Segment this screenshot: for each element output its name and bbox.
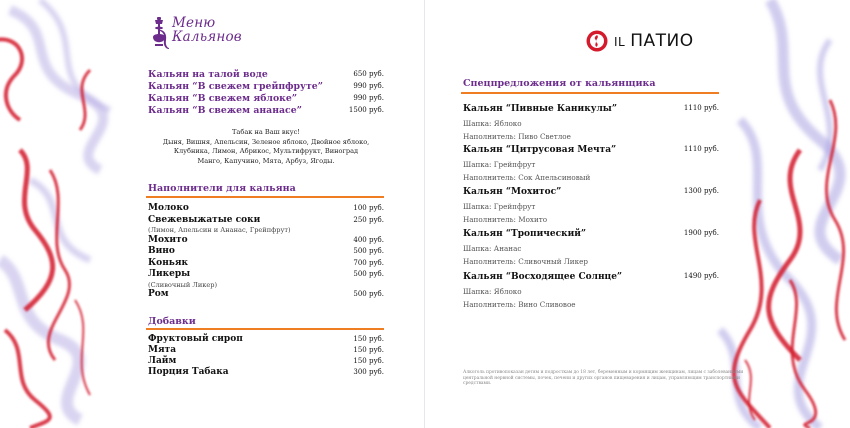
offer-name: Кальян “Цитрусовая Мечта” — [463, 145, 617, 155]
item-name: Порция Табака — [148, 367, 229, 377]
special-offer — [463, 229, 719, 267]
menu-item — [148, 269, 384, 281]
offer-price: 1110 руб. — [683, 145, 719, 153]
offer-bowl: Шапка: Яблоко — [463, 119, 522, 128]
menu-item — [148, 246, 384, 258]
menu-item — [148, 203, 384, 215]
item-price: 250 руб. — [353, 216, 384, 224]
item-price: 650 руб. — [353, 70, 384, 78]
item-price: 300 руб. — [353, 368, 384, 376]
tobacco-flavors-line: Клубника, Лимон, Абрикос, Мультифрукт, Виноград — [173, 147, 359, 155]
item-price: 500 руб. — [353, 270, 384, 278]
item-price: 150 руб. — [353, 357, 384, 365]
item-name: Вино — [148, 246, 175, 256]
offer-name: Кальян “Восходящее Солнце” — [463, 272, 623, 282]
item-name: Молоко — [148, 203, 189, 213]
tobacco-flavors-line: Дыня, Вишня, Апельсин, Зеленое яблоко, Двойное яблоко, — [162, 137, 370, 146]
item-price: 150 руб. — [353, 335, 384, 343]
offer-price: 1110 руб. — [683, 104, 719, 112]
item-name: Фруктовый сироп — [148, 334, 243, 344]
juice-note: (Лимон, Апельсин и Ананас, Грейпфрут) — [148, 226, 291, 234]
offer-price: 1490 руб. — [683, 272, 719, 280]
specials-heading: Спецпредложения от кальянщика — [463, 78, 656, 89]
offer-bowl: Шапка: Грейпфрут — [463, 202, 536, 211]
item-name: Лайм — [148, 356, 177, 366]
special-offer — [463, 272, 719, 310]
item-name: Кальян на талой воде — [148, 69, 268, 80]
hookah-menu-logo — [148, 16, 242, 50]
offer-filler: Наполнитель: Мохито — [463, 215, 548, 224]
offer-filler: Наполнитель: Сливочный Ликер — [463, 257, 588, 266]
offer-filler: Наполнитель: Сок Апельсиновый — [463, 173, 591, 182]
offer-filler: Наполнитель: Пиво Светлое — [463, 132, 571, 141]
item-name: Кальян “В свежем грейпфруте” — [148, 81, 324, 92]
tobacco-title: Табак на Ваш вкус! — [232, 128, 300, 136]
patio-logo-name: ПАТИО — [630, 31, 694, 51]
offer-bowl: Шапка: Грейпфрут — [463, 160, 536, 169]
tobacco-flavors — [148, 128, 384, 166]
menu-item — [148, 93, 384, 105]
menu-item — [148, 367, 384, 379]
item-price: 150 руб. — [353, 346, 384, 354]
menu-logo-line2: Кальянов — [172, 29, 242, 45]
menu-item — [148, 289, 384, 301]
offer-name: Кальян “Пивные Каникулы” — [463, 104, 618, 114]
offer-price: 1900 руб. — [683, 229, 719, 237]
offer-price: 1300 руб. — [683, 187, 719, 195]
item-name: Свежевыжатые соки — [148, 215, 261, 225]
item-name: Коньяк — [148, 258, 189, 268]
hookah-icon — [148, 16, 170, 50]
tobacco-flavors-line: Манго, Капучино, Мята, Арбуз, Ягоды. — [197, 156, 335, 165]
offer-filler: Наполнитель: Вино Сливовое — [463, 300, 576, 309]
menu-item — [148, 69, 384, 81]
menu-logo-text — [172, 16, 242, 44]
item-name: Кальян “В свежем яблоке” — [148, 93, 298, 104]
liqueur-note: (Сливочный Ликер) — [148, 281, 218, 289]
patio-logo-text — [614, 31, 694, 51]
menu-item — [148, 105, 384, 117]
menu-logo-line1: Меню — [172, 15, 216, 31]
item-name: Мохито — [148, 235, 188, 245]
item-name: Кальян “В свежем ананасе” — [148, 105, 302, 116]
fillers-heading: Наполнители для кальяна — [148, 183, 296, 194]
health-disclaimer: Алкоголь противопоказан детям и подросткам до 18 лет, беременным и кормящим женщинам, лицам с заболеваниями центральной нервной системы, почек, печени и других органов пищеварения и лицам, управляющим транспортными средствами. — [463, 370, 744, 387]
page-fold — [424, 0, 425, 428]
item-price: 700 руб. — [353, 259, 384, 267]
item-name: Ликеры — [148, 269, 191, 279]
patio-logo-prefix: IL — [614, 35, 626, 49]
item-price: 100 руб. — [353, 204, 384, 212]
item-price: 500 руб. — [353, 290, 384, 298]
section-divider — [146, 196, 384, 198]
section-divider — [146, 328, 384, 330]
section-divider — [461, 92, 719, 94]
item-name: Мята — [148, 345, 177, 355]
item-price: 990 руб. — [353, 94, 384, 102]
patio-emblem-icon — [586, 30, 608, 52]
item-price: 400 руб. — [353, 236, 384, 244]
item-price: 990 руб. — [353, 82, 384, 90]
special-offer — [463, 187, 719, 225]
special-offer — [463, 104, 719, 142]
item-price: 500 руб. — [353, 247, 384, 255]
additives-heading: Добавки — [148, 316, 196, 327]
menu-item — [148, 81, 384, 93]
il-patio-logo — [586, 30, 694, 52]
special-offer — [463, 145, 719, 183]
item-name: Ром — [148, 289, 169, 299]
offer-name: Кальян “Тропический” — [463, 229, 587, 239]
item-price: 1500 руб. — [348, 106, 384, 114]
offer-bowl: Шапка: Ананас — [463, 244, 522, 253]
offer-name: Кальян “Мохитос” — [463, 187, 562, 197]
offer-bowl: Шапка: Яблоко — [463, 287, 522, 296]
